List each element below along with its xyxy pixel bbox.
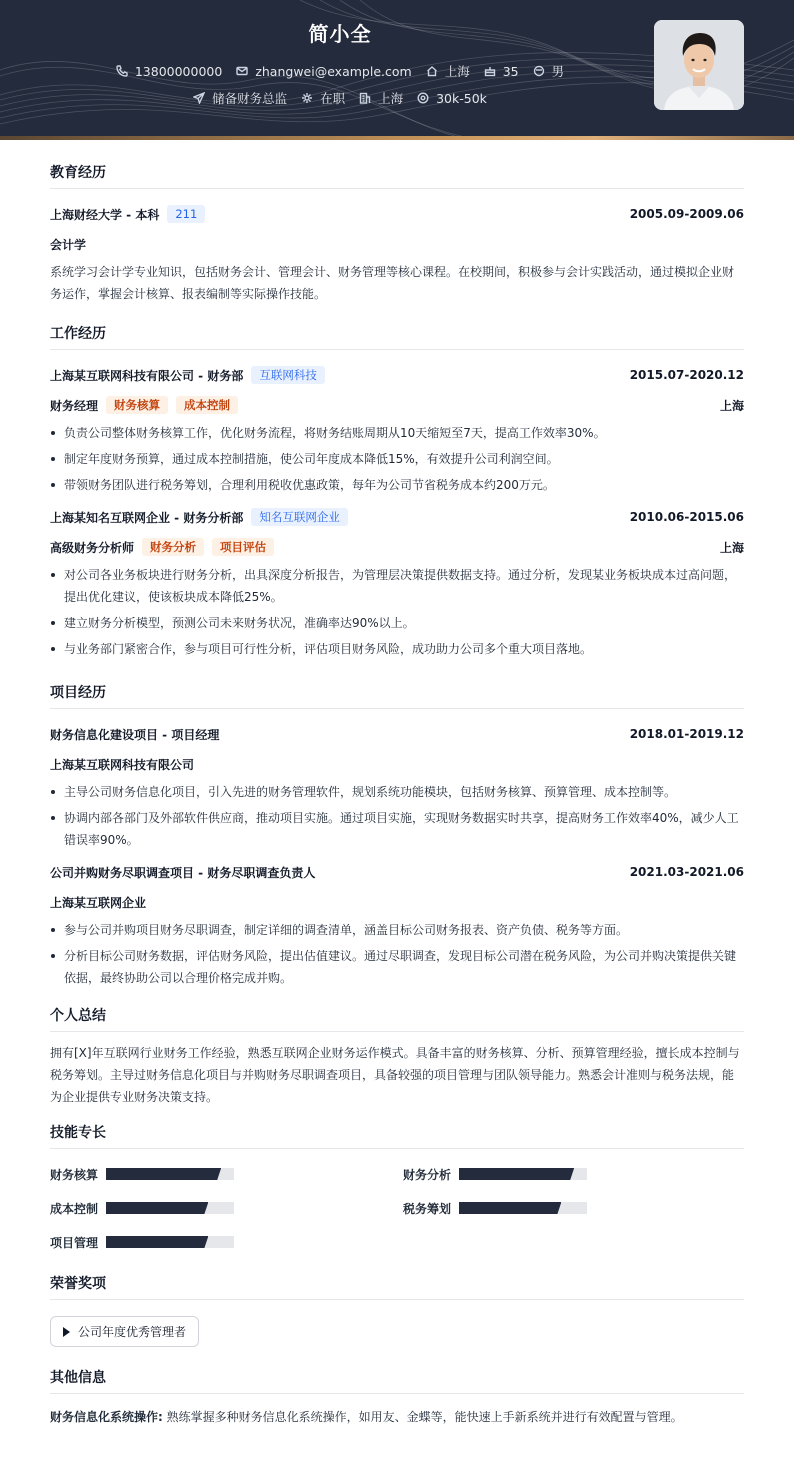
work-city: 上海 [719, 540, 744, 555]
phone-text: 13800000000 [134, 63, 223, 79]
skill-label: 项目管理 [50, 1235, 99, 1250]
industry-tag: 知名互联网企业 [251, 508, 348, 526]
age-icon [484, 65, 496, 77]
award-text: 公司年度优秀管理者 [78, 1325, 187, 1339]
skill-label: 财务核算 [50, 1167, 99, 1182]
status-text: 在职 [320, 91, 346, 106]
other-label: 财务信息化系统操作: [50, 1410, 163, 1424]
location-text: 上海 [444, 64, 470, 79]
project-name: 财务信息化建设项目 - 项目经理 [50, 727, 220, 742]
skill-bar-fill [106, 1168, 221, 1180]
skill-bar [459, 1168, 587, 1180]
list-item: 对公司各业务板块进行财务分析，出具深度分析报告，为管理层决策提供数据支持。通过分析，发现某业务板块成本过高问题，提出优化建议，使该板块成本降低25%。 [50, 564, 744, 608]
section-title-summary: 个人总结 [50, 1005, 744, 1032]
list-item: 负责公司整体财务核算工作，优化财务流程，将财务结账周期从10天缩短至7天，提高工作效率30%。 [50, 422, 744, 444]
contact-age [484, 64, 519, 79]
section-title-work: 工作经历 [50, 323, 744, 350]
summary-text: 拥有[X]年互联网行业财务工作经验，熟悉互联网企业财务运作模式。具备丰富的财务核算、分析、预算管理经验，擅长成本控制与税务筹划。主导过财务信息化项目与并购财务尽职调查项目，具备较强的项目管理与团队领导能力。熟悉会计准则与税务法规，能为企业提供专业财务决策支持。 [50, 1046, 740, 1104]
skill-bar [459, 1202, 587, 1214]
project-bullets [50, 919, 744, 989]
skill-bar [106, 1236, 234, 1248]
position-text: 储备财务总监 [212, 91, 288, 106]
skills-grid [50, 1163, 744, 1253]
phone-icon [116, 65, 128, 77]
work-entry [50, 364, 744, 496]
skill-item [403, 1197, 744, 1219]
list-item: 建立财务分析模型，预测公司未来财务状况，准确率达90%以上。 [50, 612, 744, 634]
skill-bar-fill [106, 1202, 208, 1214]
skill-bar-fill [459, 1168, 574, 1180]
job-role: 财务经理 [50, 398, 99, 413]
send-icon [193, 92, 205, 104]
list-item: 带领财务团队进行税务筹划，合理利用税收优惠政策，每年为公司节省税务成本约200万元。 [50, 474, 744, 496]
avatar [654, 20, 744, 110]
school-tag: 211 [167, 205, 205, 223]
candidate-name: 简小全 [308, 22, 372, 46]
skill-bar [106, 1168, 234, 1180]
contact-phone [116, 64, 222, 79]
section-title-awards: 荣誉奖项 [50, 1273, 744, 1300]
salary-text: 30k-50k [436, 90, 487, 106]
industry-tag: 互联网科技 [251, 366, 325, 384]
section-title-education: 教育经历 [50, 162, 744, 189]
skill-bar-fill [459, 1202, 561, 1214]
skill-item [50, 1197, 403, 1219]
resume-header [0, 0, 794, 140]
project-entry [50, 861, 744, 989]
list-item: 分析目标公司财务数据，评估财务风险，提出估值建议。通过尽职调查，发现目标公司潜在税务风险，为公司并购决策提供关键依据，最终协助公司以合理价格完成并购。 [50, 945, 744, 989]
home-icon [426, 65, 438, 77]
job-role: 高级财务分析师 [50, 540, 135, 555]
project-date: 2021.03-2021.06 [629, 865, 744, 879]
header-accent-line [0, 136, 794, 140]
skill-bar-fill [106, 1236, 208, 1248]
gender-text: 男 [551, 64, 565, 79]
intent-city [359, 89, 403, 107]
list-item: 制定年度财务预算，通过成本控制措施，使公司年度成本降低15%，有效提升公司利润空间。 [50, 448, 744, 470]
skill-tag: 项目评估 [212, 538, 274, 556]
skill-item [50, 1163, 403, 1185]
skill-bar [106, 1202, 234, 1214]
other-info [50, 1406, 744, 1428]
skill-label: 税务筹划 [403, 1201, 452, 1216]
list-item: 与业务部门紧密合作，参与项目可行性分析，评估项目财务风险，成功助力公司多个重大项目落地。 [50, 638, 744, 660]
contact-email [236, 64, 411, 79]
company-name: 上海某互联网科技有限公司 - 财务部 [50, 368, 244, 383]
other-text: 熟练掌握多种财务信息化系统操作，如用友、金蝶等，能快速上手新系统并进行有效配置与管理。 [166, 1410, 683, 1424]
work-date: 2010.06-2015.06 [629, 510, 744, 524]
skill-tag: 财务核算 [106, 396, 168, 414]
work-city: 上海 [719, 398, 744, 413]
project-org: 上海某互联网企业 [50, 895, 147, 910]
gender-icon [533, 65, 545, 77]
section-title-other: 其他信息 [50, 1367, 744, 1394]
skill-tag: 成本控制 [176, 396, 238, 414]
company-name: 上海某知名互联网企业 - 财务分析部 [50, 510, 244, 525]
list-item: 主导公司财务信息化项目，引入先进的财务管理软件，规划系统功能模块，包括财务核算、预算管理、成本控制等。 [50, 781, 744, 803]
skill-item [50, 1231, 403, 1253]
education-date: 2005.09-2009.06 [629, 207, 744, 221]
age-text: 35 [502, 63, 519, 79]
list-item: 参与公司并购项目财务尽职调查，制定详细的调查清单，涵盖目标公司财务报表、资产负债、税务等方面。 [50, 919, 744, 941]
play-icon [63, 1327, 70, 1337]
work-date: 2015.07-2020.12 [629, 368, 744, 382]
project-name: 公司并购财务尽职调查项目 - 财务尽职调查负责人 [50, 865, 316, 880]
project-org: 上海某互联网科技有限公司 [50, 757, 195, 772]
project-bullets [50, 781, 744, 851]
salary-icon [417, 92, 429, 104]
building-icon [359, 92, 371, 104]
education-entry [50, 203, 744, 305]
list-item: 协调内部各部门及外部软件供应商，推动项目实施。通过项目实施，实现财务数据实时共享，提高财务工作效率40%，减少人工错误率90%。 [50, 807, 744, 851]
project-entry [50, 723, 744, 851]
skill-label: 财务分析 [403, 1167, 452, 1182]
work-entry [50, 506, 744, 660]
city-text: 上海 [378, 91, 404, 106]
skill-item [403, 1163, 744, 1185]
section-title-projects: 项目经历 [50, 682, 744, 709]
award-item[interactable] [50, 1316, 199, 1347]
education-desc: 系统学习会计学专业知识，包括财务会计、管理会计、财务管理等核心课程。在校期间，积极参与会计实践活动，通过模拟企业财务运作，掌握会计核算、报表编制等实际操作技能。 [50, 265, 735, 301]
skill-label: 成本控制 [50, 1201, 99, 1216]
intent-position [193, 89, 287, 107]
major: 会计学 [50, 237, 87, 252]
intent-status [301, 89, 345, 107]
work-bullets [50, 422, 744, 496]
resume-body [50, 152, 744, 1428]
intent-salary [417, 91, 487, 106]
contact-gender [533, 62, 565, 80]
project-date: 2018.01-2019.12 [629, 727, 744, 741]
work-bullets [50, 564, 744, 660]
mail-icon [236, 65, 248, 77]
status-icon [301, 92, 313, 104]
skill-tag: 财务分析 [142, 538, 204, 556]
contact-row [0, 62, 680, 80]
contact-location [426, 62, 470, 80]
section-title-skills: 技能专长 [50, 1122, 744, 1149]
email-text: zhangwei@example.com [255, 63, 412, 79]
intent-row [0, 89, 680, 107]
school-name: 上海财经大学 - 本科 [50, 207, 160, 222]
